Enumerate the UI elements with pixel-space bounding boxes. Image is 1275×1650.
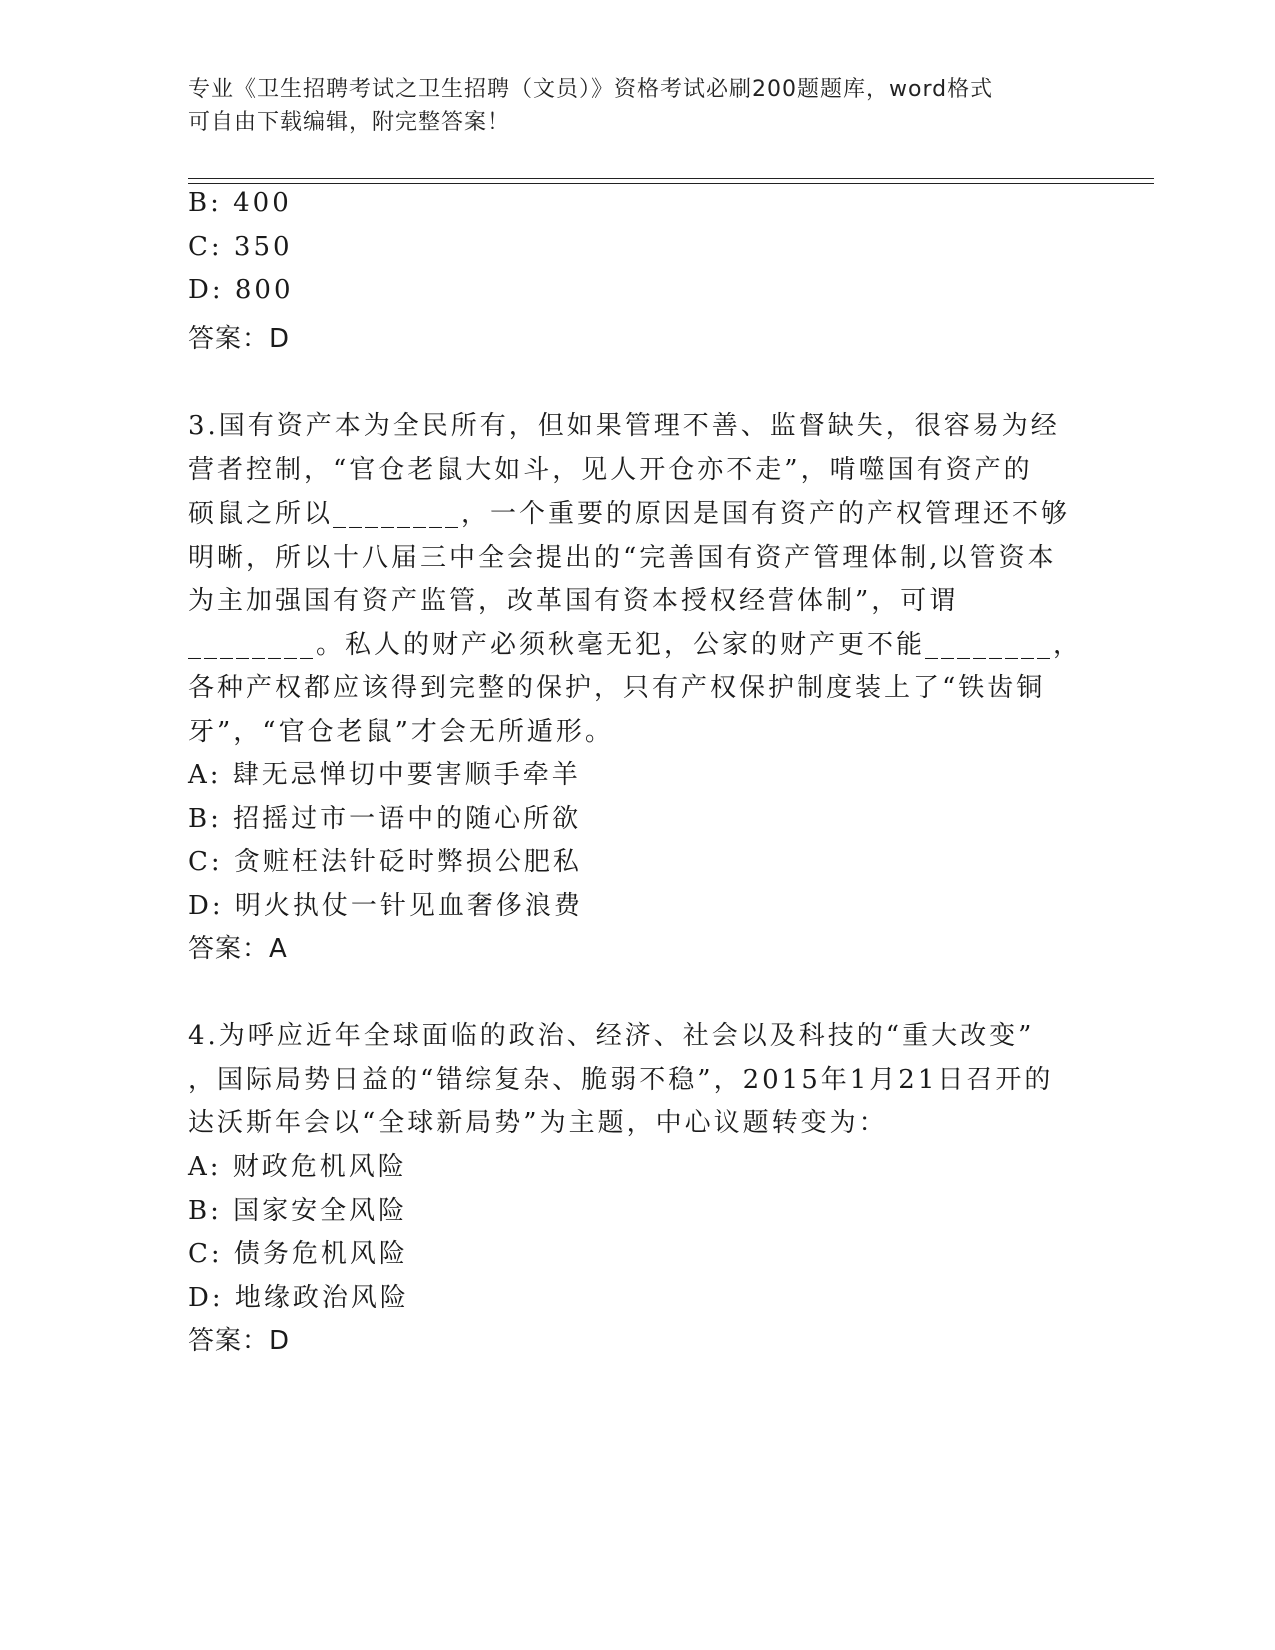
q3-stem-line-7: 各种产权都应该得到完整的保护，只有产权保护制度装上了“铁齿铜	[188, 673, 1046, 703]
header-line-1: 专业《卫生招聘考试之卫生招聘（文员）》资格考试必刷200题题库，word格式	[188, 77, 994, 102]
q4-stem-line-3: 达沃斯年会以“全球新局势”为主题，中心议题转变为：	[188, 1108, 888, 1138]
document-header	[188, 73, 1088, 139]
q4-option-d: D: 地缘政治风险	[188, 1283, 409, 1313]
q2-option-b: B: 400	[188, 188, 292, 218]
q3-stem-line-8: 牙”，“官仓老鼠”才会无所遁形。	[188, 717, 614, 747]
q2-answer: 答案：D	[188, 324, 291, 354]
q3-option-b: B: 招摇过市一语中的随心所欲	[188, 804, 582, 834]
q3-stem-line-3: 硕鼠之所以________，一个重要的原因是国有资产的产权管理还不够	[188, 499, 1071, 529]
q4-option-a: A: 财政危机风险	[188, 1152, 407, 1182]
header-divider-top	[188, 178, 1154, 179]
q3-option-c: C: 贪赃枉法针砭时弊损公肥私	[188, 847, 582, 877]
q3-stem-line-2: 营者控制，“官仓老鼠大如斗，见人开仓亦不走”，啃噬国有资产的	[188, 455, 1033, 485]
header-divider-bottom	[188, 183, 1154, 184]
q3-stem-line-1: 3.国有资产本为全民所有，但如果管理不善、监督缺失，很容易为经	[188, 411, 1060, 441]
q4-option-b: B: 国家安全风险	[188, 1196, 408, 1226]
q4-stem-line-2: ，国际局势日益的“错综复杂、脆弱不稳”，2015年1月21日召开的	[188, 1065, 1054, 1095]
q2-option-d: D: 800	[188, 275, 294, 305]
q4-option-c: C: 债务危机风险	[188, 1239, 408, 1269]
q3-stem-line-5: 为主加强国有资产监管，改革国有资本授权经营体制”，可谓	[188, 586, 959, 616]
q4-answer: 答案：D	[188, 1326, 291, 1356]
q4-stem-line-1: 4.为呼应近年全球面临的政治、经济、社会以及科技的“重大改变”	[188, 1021, 1035, 1051]
q3-stem-line-6: ________。私人的财产必须秋毫无犯，公家的财产更不能________，	[188, 630, 1083, 660]
q3-option-a: A: 肆无忌惮切中要害顺手牵羊	[188, 760, 581, 790]
q3-stem-line-4: 明晰，所以十八届三中全会提出的“完善国有资产管理体制,以管资本	[188, 543, 1057, 573]
q2-option-c: C: 350	[188, 232, 293, 262]
q3-option-d: D: 明火执仗一针见血奢侈浪费	[188, 891, 583, 921]
q3-answer: 答案：A	[188, 934, 288, 964]
header-line-2: 可自由下载编辑，附完整答案！	[188, 110, 511, 135]
